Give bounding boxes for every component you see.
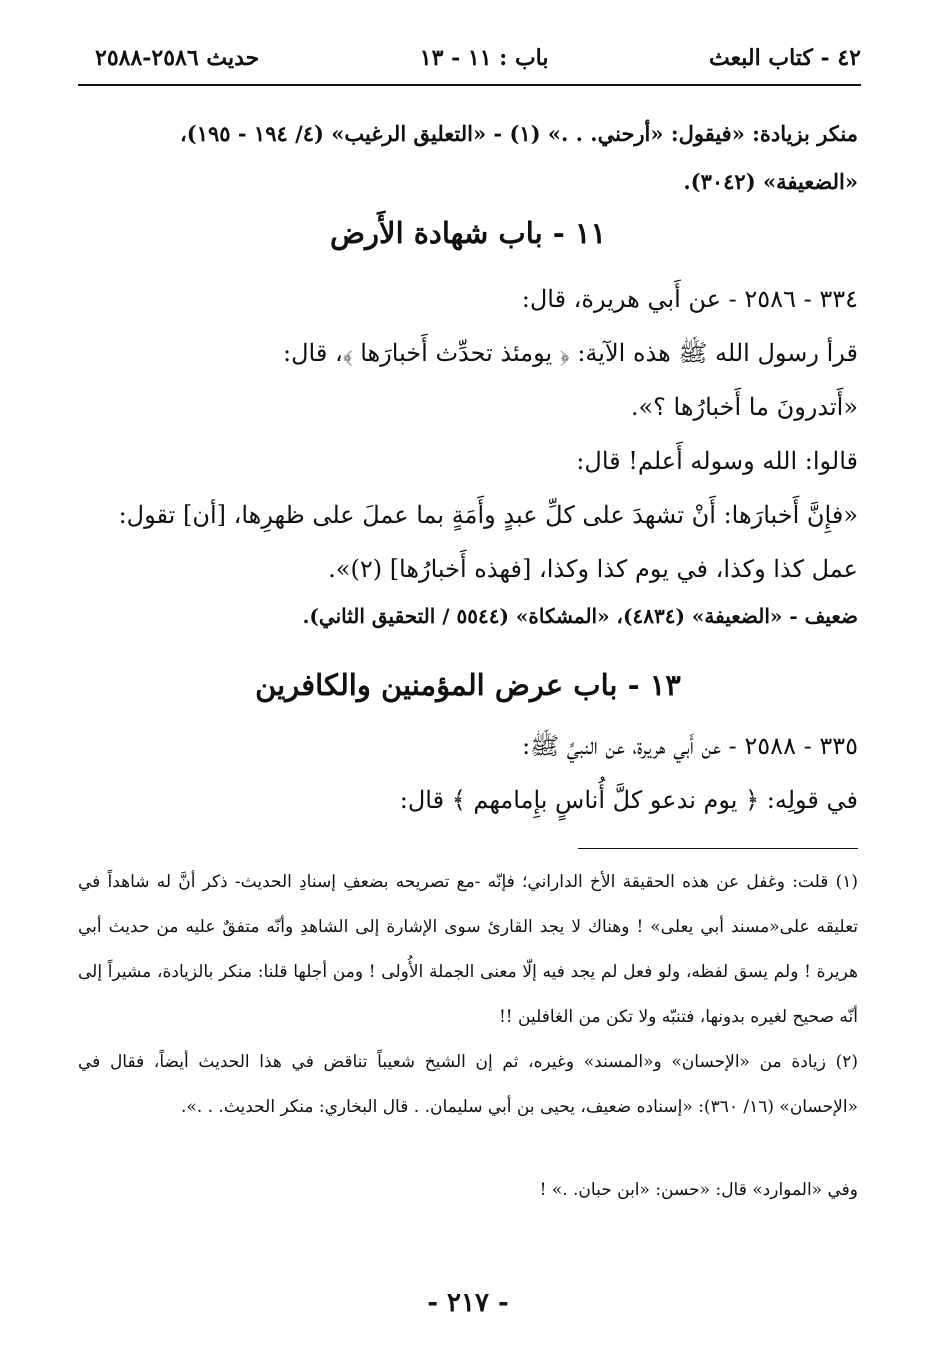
footnote-2-continuation: وفي «الموارد» قال: «حسن: «ابن حبان. .» ! <box>539 1180 858 1200</box>
hadith-334-line-4: «فإِنَّ أَخبارَها: أَنْ تشهدَ على كلِّ عبدٍ وأَمَةٍ بما عملَ على ظهرِها، [أن] تقول: عمل كذا وكذا، في يوم كذا وكذا، [فهذه أَخبارُها] (٢)». <box>118 501 858 583</box>
chapter-heading-13: ١٣ - باب عرض المؤمنين والكافرين <box>255 668 681 702</box>
hadith-334 <box>78 272 858 596</box>
hadith-334-line-2: «أَتدرونَ ما أَخبارُها ؟». <box>630 393 858 421</box>
footnote-divider <box>578 848 858 849</box>
header-chapter-range: باب : ١١ - ١٣ <box>419 45 549 71</box>
hadith-334-grade: ضعيف - «الضعيفة» (٤٨٣٤)، «المشكاة» (٥٥٤٤ / التحقيق الثاني). <box>302 604 858 628</box>
hadith-335-line-1: في قولِه: ﴿ يوم ندعو كلَّ أُناسٍ بإِمامهم ﴾ قال: <box>399 786 858 814</box>
footnote-1: (١) قلت: وغفل عن هذه الحقيقة الأخ الداراني؛ فإنّه -مع تصريحه بضعفِ إسنادِ الحديث- ذكر أنَّ له شاهداً في تعليقه على«مسند أبي يعلى» ! وهناك لا يجد القارئ سوى الإشارة إلى الشاهدِ وأنّه متفقٌ عليه من حديث أبي هريرة ! ولم يسق لفظه، ولو فعل لم يجد فيه إلّا معنى الجملة الأُولى ! ومن أجلها قلنا: منكر بالزيادة، مشيراً إلى أنّه صحيح لغيره بدونها، فتنبّه ولا تكن من الغافلين !! <box>78 872 858 1027</box>
header-book-title: ٤٢ - كتاب البعث <box>709 45 861 71</box>
hadith-334-line-1: قرأ رسول الله ﷺ هذه الآية: ﴿ يومئذ تحدِّث أَخبارَها ﴾، قال: <box>283 339 858 367</box>
hadith-335 <box>78 719 858 827</box>
footnote-2: (٢) زيادة من «الإحسان» و«المسند» وغيره، ثم إن الشيخ شعيباً تناقض في هذا الحديث أيضاً، فقال في «الإحسان» (١٦/ ٣٦٠): «إسناده ضعيف، يحيى بن أبي سليمان. . قال البخاري: منكر الحديث. . .». <box>78 1052 858 1117</box>
previous-grade-note: منكر بزيادة: «فيقول: «أرحني. . .» (١) - «التعليق الرغيب» (٤/ ١٩٤ - ١٩٥)، «الضعيفة» (٣٠٤٢). <box>180 121 858 194</box>
footnotes <box>78 860 858 1130</box>
hadith-334-isnad: ٣٣٤ - ٢٥٨٦ - عن أَبي هريرة، قال: <box>521 285 858 313</box>
header-hadith-range: حديث ٢٥٨٦-٢٥٨٨ <box>95 45 260 71</box>
page-number: - ٢١٧ - <box>427 1288 509 1318</box>
chapter-heading-11: ١١ - باب شهادة الأَرض <box>329 216 607 250</box>
hadith-335-isnad: ٣٣٥ - ٢٥٨٨ - عن أَبي هريرة، عن النبيِّ ﷺ: <box>522 732 858 760</box>
hadith-334-line-3: قالوا: الله وسوله أَعلم! قال: <box>576 447 858 475</box>
running-header <box>95 38 861 78</box>
header-divider <box>78 84 861 86</box>
